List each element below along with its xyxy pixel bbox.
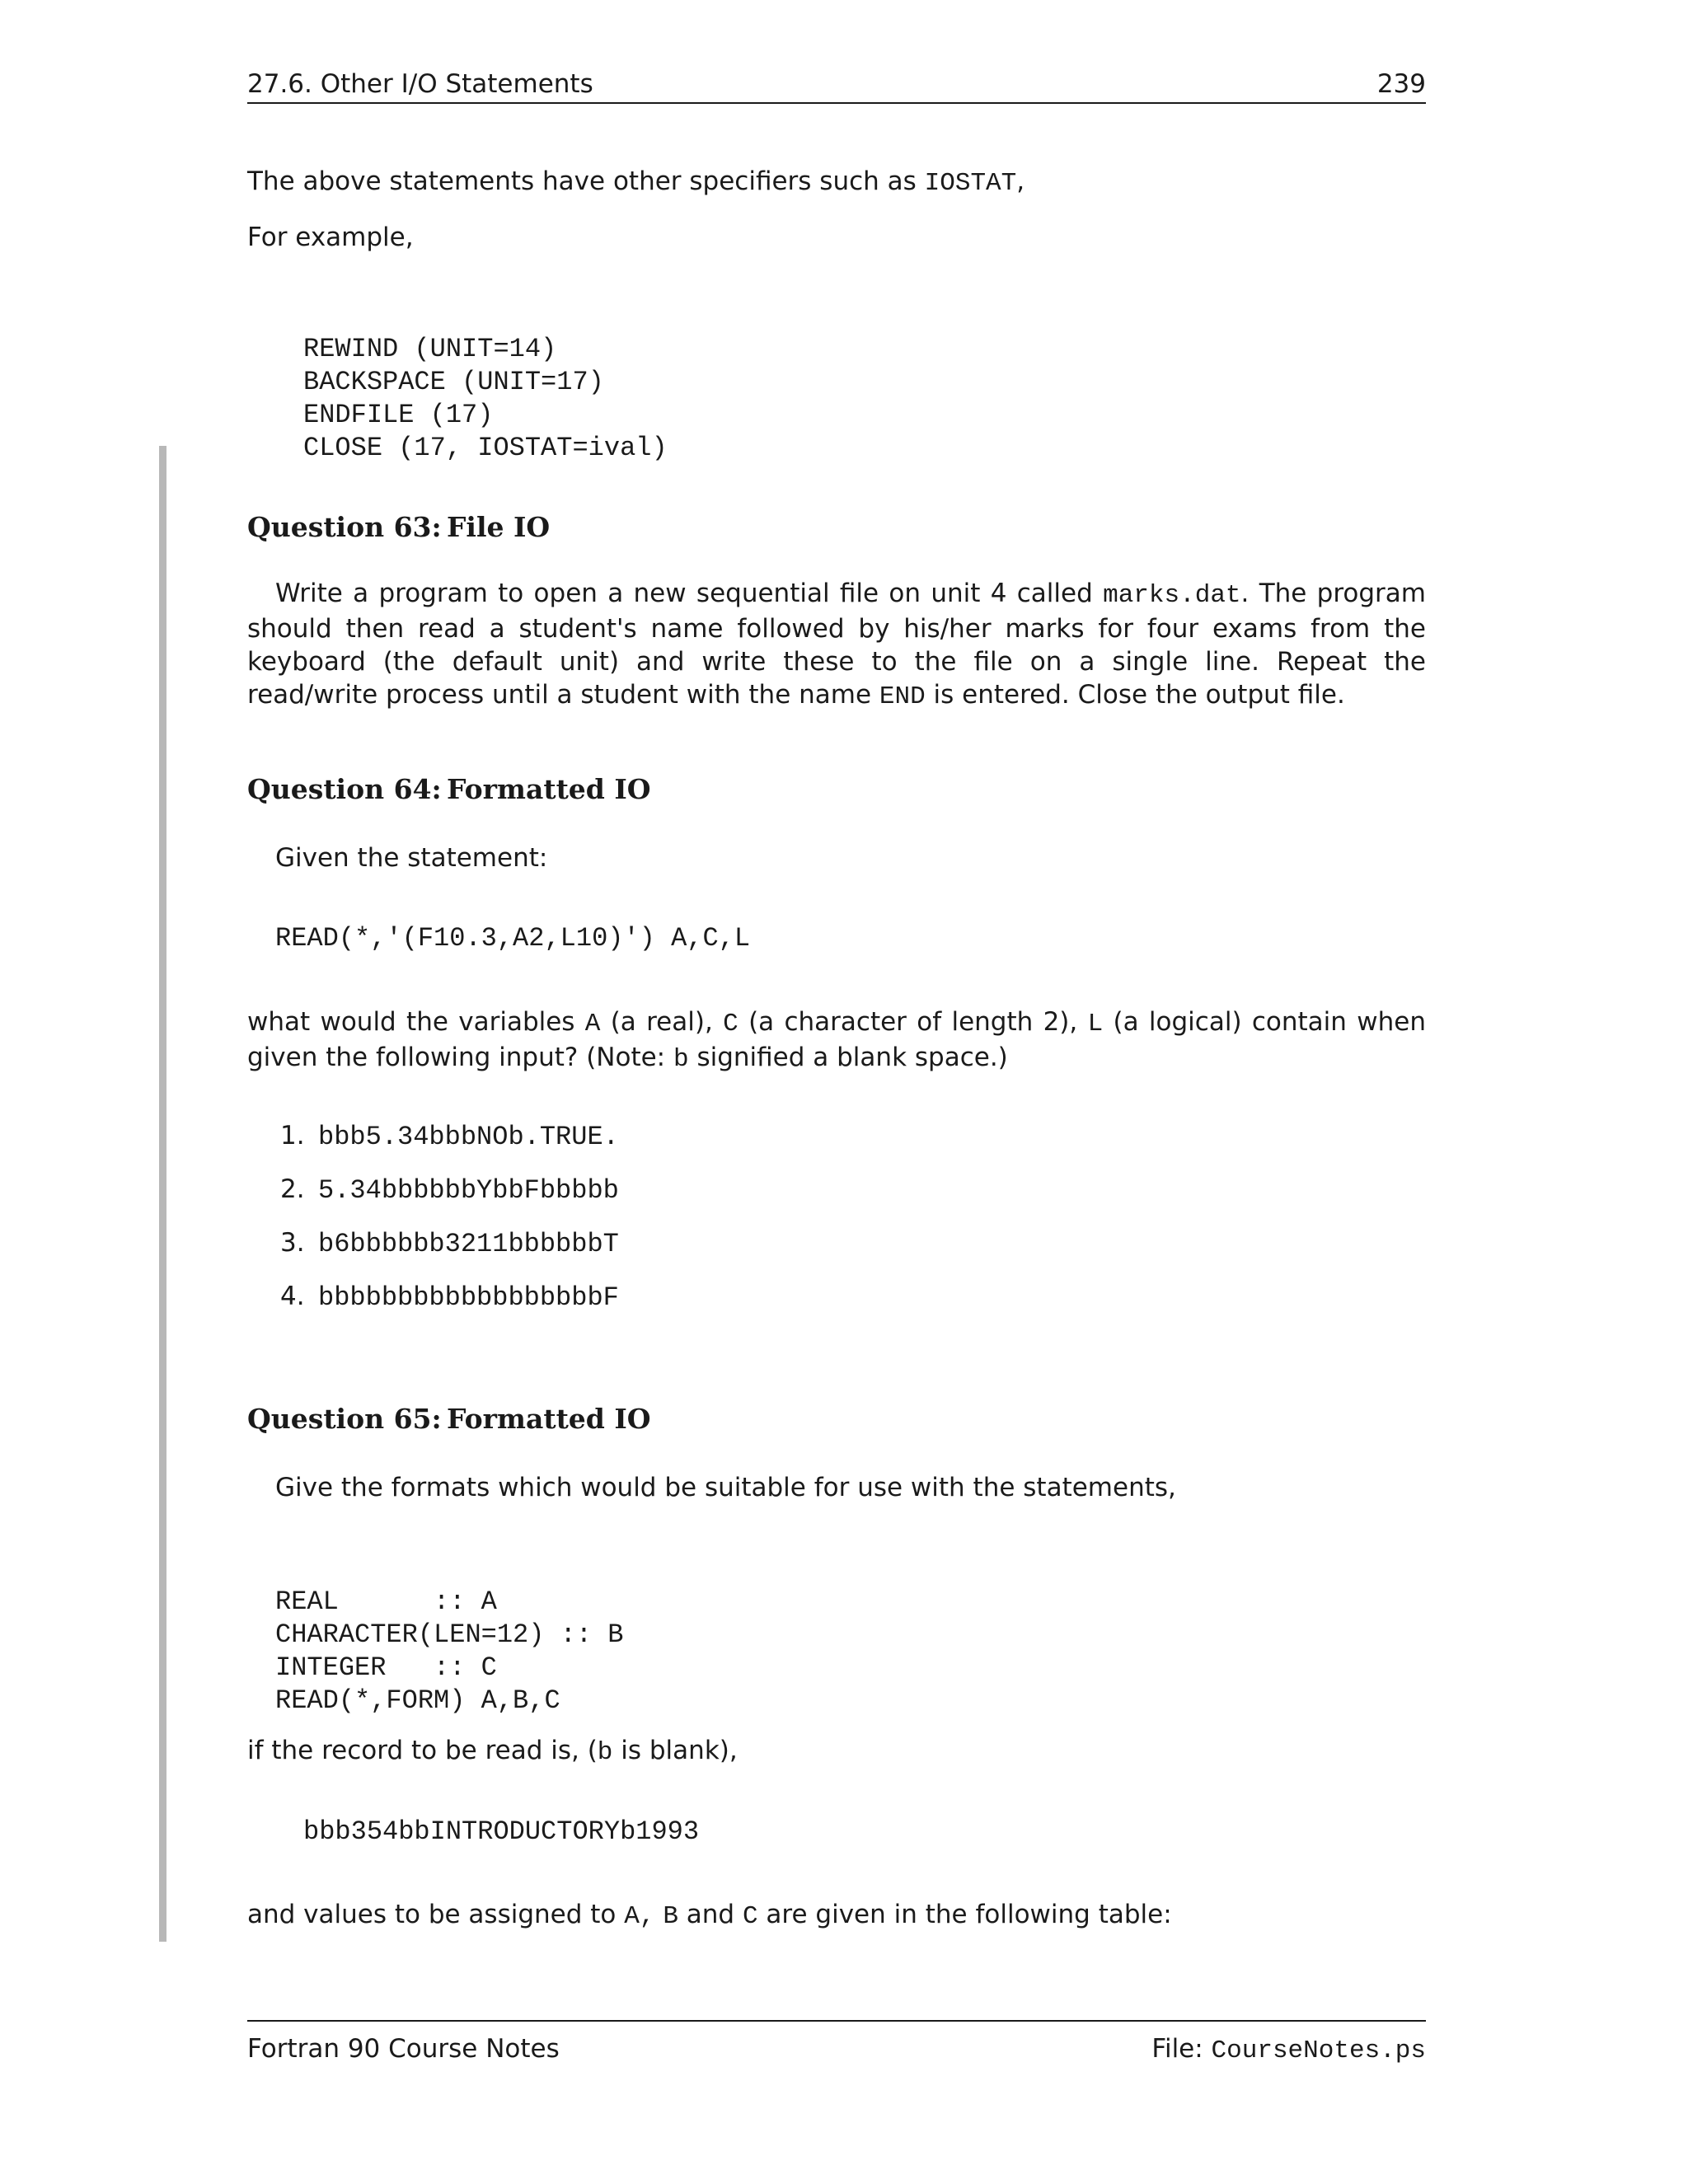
list-item	[280, 1121, 619, 1152]
intro-line	[247, 165, 1025, 200]
change-bar	[159, 446, 166, 1942]
intro-end: ,	[1016, 166, 1025, 196]
question-64-heading	[247, 773, 651, 805]
code-line: REWIND (UNIT=14)	[303, 334, 557, 364]
code-line: ENDFILE (17)	[303, 400, 494, 430]
inline-code: b	[673, 1045, 689, 1074]
for-example-line: For example,	[247, 223, 414, 252]
question-title: Formatted IO	[447, 773, 651, 805]
list-item-number: 4.	[280, 1282, 305, 1311]
intro-code: IOSTAT	[924, 169, 1017, 198]
list-item	[280, 1228, 619, 1259]
list-item-number: 1.	[280, 1121, 305, 1151]
question-65-intro: Give the formats which would be suitable for use with the statements,	[275, 1473, 1176, 1502]
header-rule	[247, 102, 1426, 104]
question-63-text: Write a program to open a new sequential file on unit 4 called marks.dat. The program should then read a student's name followed by his/her marks for four exams from the keyboard (the default unit) and write these to the file on a single line. Repeat the read/write process until a student with the name END is entered. Close the output file.	[247, 579, 1426, 711]
list-item-number: 2.	[280, 1174, 305, 1204]
record-value: bbb354bbINTRODUCTORYb1993	[303, 1816, 700, 1847]
question-number: Question 64:	[247, 773, 442, 805]
question-64-intro: Given the statement:	[275, 843, 548, 873]
inline-code: A,	[624, 1902, 655, 1931]
question-number: Question 63:	[247, 511, 442, 543]
inline-code: b	[597, 1738, 613, 1767]
question-title: Formatted IO	[447, 1403, 651, 1435]
code-line: INTEGER :: C	[275, 1652, 497, 1683]
running-header-section: 27.6. Other I/O Statements	[247, 69, 593, 99]
footer-file-name: CourseNotes.ps	[1211, 2036, 1426, 2065]
question-65-heading	[247, 1403, 651, 1435]
inline-code: B	[663, 1902, 678, 1931]
inline-code: marks.dat	[1103, 581, 1241, 610]
question-title: File IO	[447, 511, 551, 543]
question-64-statement: READ(*,'(F10.3,A2,L10)') A,C,L	[275, 923, 751, 954]
question-63-heading	[247, 511, 550, 543]
closing-line: and values to be assigned to A, B and C are given in the following table:	[247, 1900, 1172, 1931]
question-64-text: what would the variables A (a real), C (a character of length 2), L (a logical) contain when given the following input? (Note: b signified a blank space.)	[247, 1007, 1426, 1074]
inline-code: L	[1087, 1010, 1104, 1038]
example-code-block	[303, 300, 668, 465]
list-item-value: bbb5.34bbbNOb.TRUE.	[318, 1122, 619, 1152]
list-item-value: 5.34bbbbbbYbbFbbbbb	[318, 1175, 619, 1206]
list-item-value: b6bbbbbb3211bbbbbbT	[318, 1229, 619, 1259]
list-item-number: 3.	[280, 1228, 305, 1258]
code-line: READ(*,FORM) A,B,C	[275, 1685, 560, 1716]
code-line: CHARACTER(LEN=12) :: B	[275, 1619, 624, 1650]
inline-code: C	[742, 1902, 758, 1931]
code-line: CLOSE (17, IOSTAT=ival)	[303, 433, 668, 463]
footer-file: File: CourseNotes.ps	[1151, 2034, 1426, 2065]
code-line: BACKSPACE (UNIT=17)	[303, 367, 604, 397]
list-item	[280, 1282, 619, 1313]
question-number: Question 65:	[247, 1403, 442, 1435]
list-item-value: bbbbbbbbbbbbbbbbbbF	[318, 1282, 619, 1313]
record-line: if the record to be read is, (b is blank),	[247, 1736, 738, 1767]
footer-title: Fortran 90 Course Notes	[247, 2034, 560, 2064]
code-line: REAL :: A	[275, 1586, 497, 1617]
inline-code: A	[584, 1010, 601, 1038]
page-number: 239	[1376, 69, 1426, 99]
intro-text: The above statements have other specifiers such as	[247, 166, 925, 196]
question-65-code-block	[275, 1553, 623, 1718]
inline-code: END	[879, 682, 926, 711]
footer-rule	[247, 2020, 1426, 2022]
inline-code: C	[723, 1010, 738, 1038]
list-item	[280, 1174, 619, 1206]
